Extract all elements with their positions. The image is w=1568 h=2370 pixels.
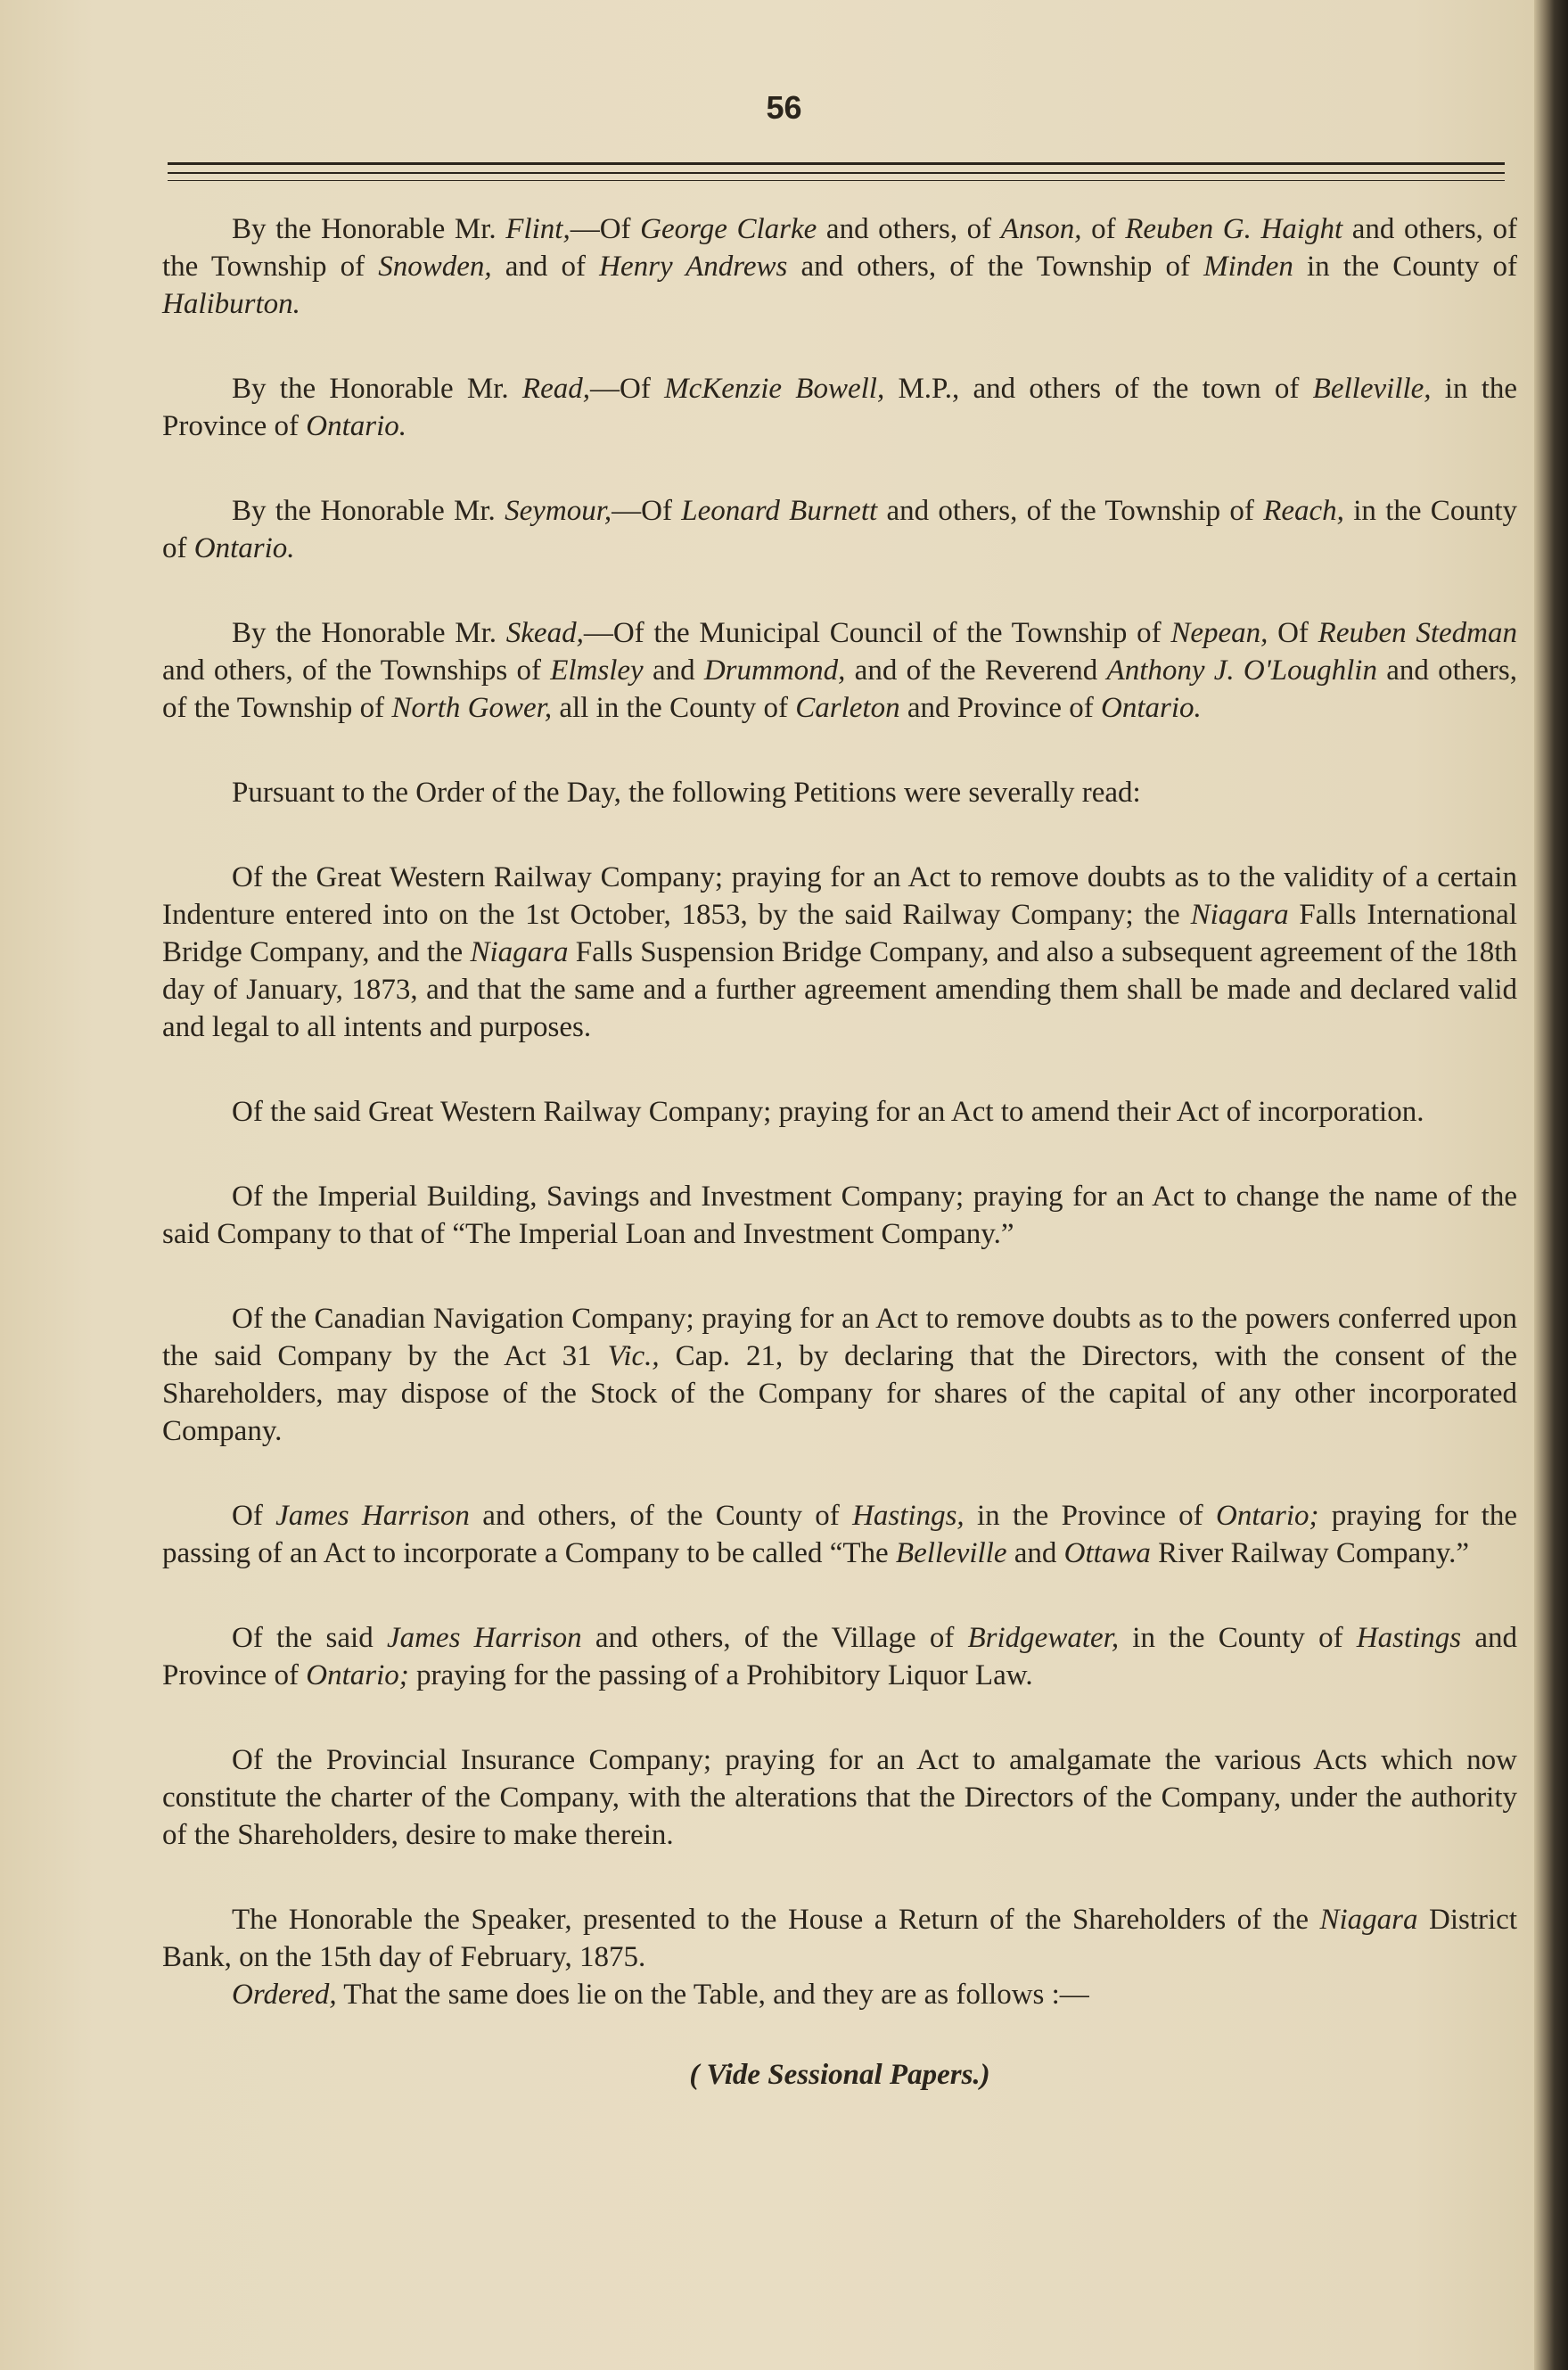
text-run: —Of bbox=[612, 495, 682, 527]
header-rule bbox=[168, 180, 1505, 181]
italic-run: McKenzie Bowell, bbox=[664, 373, 885, 405]
text-run: —Of bbox=[589, 373, 665, 405]
text-run: Pursuant to the Order of the Day, the following Petitions were severally read: bbox=[232, 777, 1141, 809]
text-run: and of the Reverend bbox=[845, 654, 1107, 687]
petition-seymour bbox=[162, 492, 1517, 567]
italic-run: Niagara bbox=[1190, 899, 1289, 931]
text-run: and of bbox=[491, 251, 600, 283]
italic-run: Belleville, bbox=[1312, 373, 1432, 405]
italic-run: Skead, bbox=[505, 617, 584, 649]
text-run: in the Province of bbox=[964, 1500, 1216, 1532]
text-run: in the Province of bbox=[162, 373, 1518, 442]
text-run: of bbox=[1081, 213, 1126, 245]
text-run: Of the Great Western Railway Company; praying for an Act to remove doubts as to the validity of a certain Indenture entered into on the 1st October, 1853, by the said Railway Company; the bbox=[162, 861, 1517, 931]
italic-run: James Harrison bbox=[386, 1622, 582, 1654]
italic-run: Niagara bbox=[1319, 1904, 1418, 1936]
text-run: The Honorable the Speaker, presented to the House a Return of the Shareholders of the bbox=[232, 1904, 1320, 1936]
italic-run: Ordered, bbox=[232, 1979, 337, 2011]
petition-harrison-liquor-law bbox=[162, 1619, 1517, 1694]
italic-run: Belleville bbox=[895, 1537, 1007, 1569]
italic-run: Leonard Burnett bbox=[681, 495, 878, 527]
text-run: and others, of the Township of bbox=[787, 251, 1204, 283]
petition-great-western-incorporation bbox=[162, 1093, 1517, 1131]
italic-run: Flint, bbox=[505, 213, 571, 245]
petition-provincial-insurance bbox=[162, 1741, 1517, 1854]
book-spine-shadow bbox=[1534, 0, 1568, 2370]
italic-run: Ontario; bbox=[306, 1659, 409, 1691]
text-run: District Bank, on the 15th day of February, 1875. bbox=[162, 1904, 1518, 1973]
italic-run: Niagara bbox=[470, 936, 569, 968]
text-run: in the County of bbox=[1119, 1622, 1357, 1654]
header-rule bbox=[168, 162, 1505, 165]
italic-run: Haliburton. bbox=[162, 288, 300, 320]
text-run: praying for the passing of a Prohibitory Liquor Law. bbox=[408, 1659, 1033, 1691]
italic-run: Ottawa bbox=[1063, 1537, 1151, 1569]
ordered-clause bbox=[162, 1976, 1517, 2013]
text-run: Of bbox=[1268, 617, 1318, 649]
italic-run: Ontario. bbox=[306, 410, 407, 442]
italic-run: Anson, bbox=[1000, 213, 1082, 245]
header-rule bbox=[168, 172, 1505, 174]
text-run: By the Honorable Mr. bbox=[232, 373, 522, 405]
italic-run: Hastings, bbox=[852, 1500, 965, 1532]
order-of-day-heading bbox=[162, 774, 1517, 811]
italic-run: Ontario. bbox=[1101, 692, 1202, 724]
text-run: Of the Imperial Building, Savings and Investment Company; praying for an Act to change the name of the said Company to that of “The Imperial Loan and Investment Company.” bbox=[162, 1181, 1517, 1250]
text-run: Of the said Great Western Railway Company; praying for an Act to amend their Act of incorporation. bbox=[232, 1096, 1424, 1128]
italic-run: Bridgewater, bbox=[967, 1622, 1120, 1654]
text-run: and others, of the County of bbox=[469, 1500, 853, 1532]
text-run: Falls Suspension Bridge Company, and also a subsequent agreement of the 18th day of January, 1873, and that the same and a further agreement amending them shall be made and declared valid and legal to all intents and purposes. bbox=[162, 936, 1517, 1043]
text-run: all in the County of bbox=[552, 692, 796, 724]
petition-great-western-indenture bbox=[162, 859, 1517, 1046]
italic-run: Snowden, bbox=[378, 251, 492, 283]
text-run: Of the Canadian Navigation Company; praying for an Act to remove doubts as to the powers conferred upon the said Company by the Act 31 bbox=[162, 1303, 1517, 1372]
italic-run: Reach, bbox=[1263, 495, 1344, 527]
text-run: in the County of bbox=[162, 495, 1517, 564]
text-run: —Of bbox=[570, 213, 641, 245]
italic-run: Drummond, bbox=[703, 654, 846, 687]
text-run: in the County of bbox=[1293, 251, 1517, 283]
petition-harrison-railway bbox=[162, 1497, 1517, 1572]
vide-sessional-papers bbox=[162, 2056, 1517, 2094]
italic-run: Nepean, bbox=[1170, 617, 1268, 649]
text-run: Falls International Bridge Company, and the bbox=[162, 899, 1517, 968]
petition-canadian-navigation bbox=[162, 1300, 1517, 1450]
petition-imperial-building bbox=[162, 1178, 1517, 1253]
petition-read bbox=[162, 370, 1517, 445]
text-run: Of the Provincial Insurance Company; praying for an Act to amalgamate the various Acts which now constitute the charter of the Company, with the alterations that the Directors of the Company, under the authority of the Shareholders, desire to make therein. bbox=[162, 1744, 1517, 1851]
text-run: By the Honorable Mr. bbox=[232, 213, 506, 245]
text-run: Of the said bbox=[232, 1622, 387, 1654]
italic-run: Elmsley bbox=[550, 654, 644, 687]
text-run: By the Honorable Mr. bbox=[232, 495, 505, 527]
text-run: ( Vide Sessional Papers.) bbox=[689, 2059, 990, 2091]
text-run: By the Honorable Mr. bbox=[232, 617, 506, 649]
italic-run: George Clarke bbox=[640, 213, 817, 245]
text-run: and others, of the Village of bbox=[581, 1622, 968, 1654]
italic-run: Anthony J. O'Loughlin bbox=[1106, 654, 1377, 687]
text-run: and others, of the Township of bbox=[162, 654, 1518, 724]
text-run: River Railway Company.” bbox=[1150, 1537, 1469, 1569]
text-run: praying for the passing of an Act to incorporate a Company to be called “The bbox=[162, 1500, 1517, 1569]
italic-run: Minden bbox=[1203, 251, 1293, 283]
italic-run: Reuben Stedman bbox=[1318, 617, 1517, 649]
text-run: That the same does lie on the Table, and they are as follows :— bbox=[336, 1979, 1089, 2011]
text-run: M.P., and others of the town of bbox=[884, 373, 1313, 405]
italic-run: Read, bbox=[521, 373, 590, 405]
italic-run: James Harrison bbox=[275, 1500, 470, 1532]
italic-run: Reuben G. Haight bbox=[1125, 213, 1343, 245]
text-run: Of bbox=[232, 1500, 276, 1532]
journal-text bbox=[162, 210, 1517, 2141]
italic-run: Seymour, bbox=[505, 495, 612, 527]
speaker-return bbox=[162, 1901, 1517, 1976]
text-run: and Province of bbox=[162, 1622, 1518, 1691]
italic-run: Henry Andrews bbox=[599, 251, 788, 283]
petition-flint bbox=[162, 210, 1517, 323]
text-run: and others, of the Townships of bbox=[162, 654, 551, 687]
italic-run: Ontario; bbox=[1215, 1500, 1319, 1532]
text-run: and others, of bbox=[817, 213, 1001, 245]
italic-run: Vic., bbox=[607, 1340, 660, 1372]
text-run: and bbox=[643, 654, 704, 687]
text-run: and Province of bbox=[899, 692, 1102, 724]
petition-skead bbox=[162, 614, 1517, 727]
text-run: and bbox=[1006, 1537, 1064, 1569]
italic-run: North Gower, bbox=[391, 692, 553, 724]
text-run: and others, of the Township of bbox=[877, 495, 1264, 527]
text-run: Cap. 21, by declaring that the Directors, with the consent of the Shareholders, may dispose of the Stock of the Company for shares of the capital of any other incorporated Company. bbox=[162, 1340, 1517, 1447]
italic-run: Carleton bbox=[795, 692, 900, 724]
text-run: —Of the Municipal Council of the Township of bbox=[583, 617, 1171, 649]
italic-run: Hastings bbox=[1356, 1622, 1462, 1654]
text-run: and others, of the Township of bbox=[162, 213, 1518, 283]
italic-run: Ontario. bbox=[193, 532, 295, 564]
page-number: 56 bbox=[766, 89, 802, 126]
